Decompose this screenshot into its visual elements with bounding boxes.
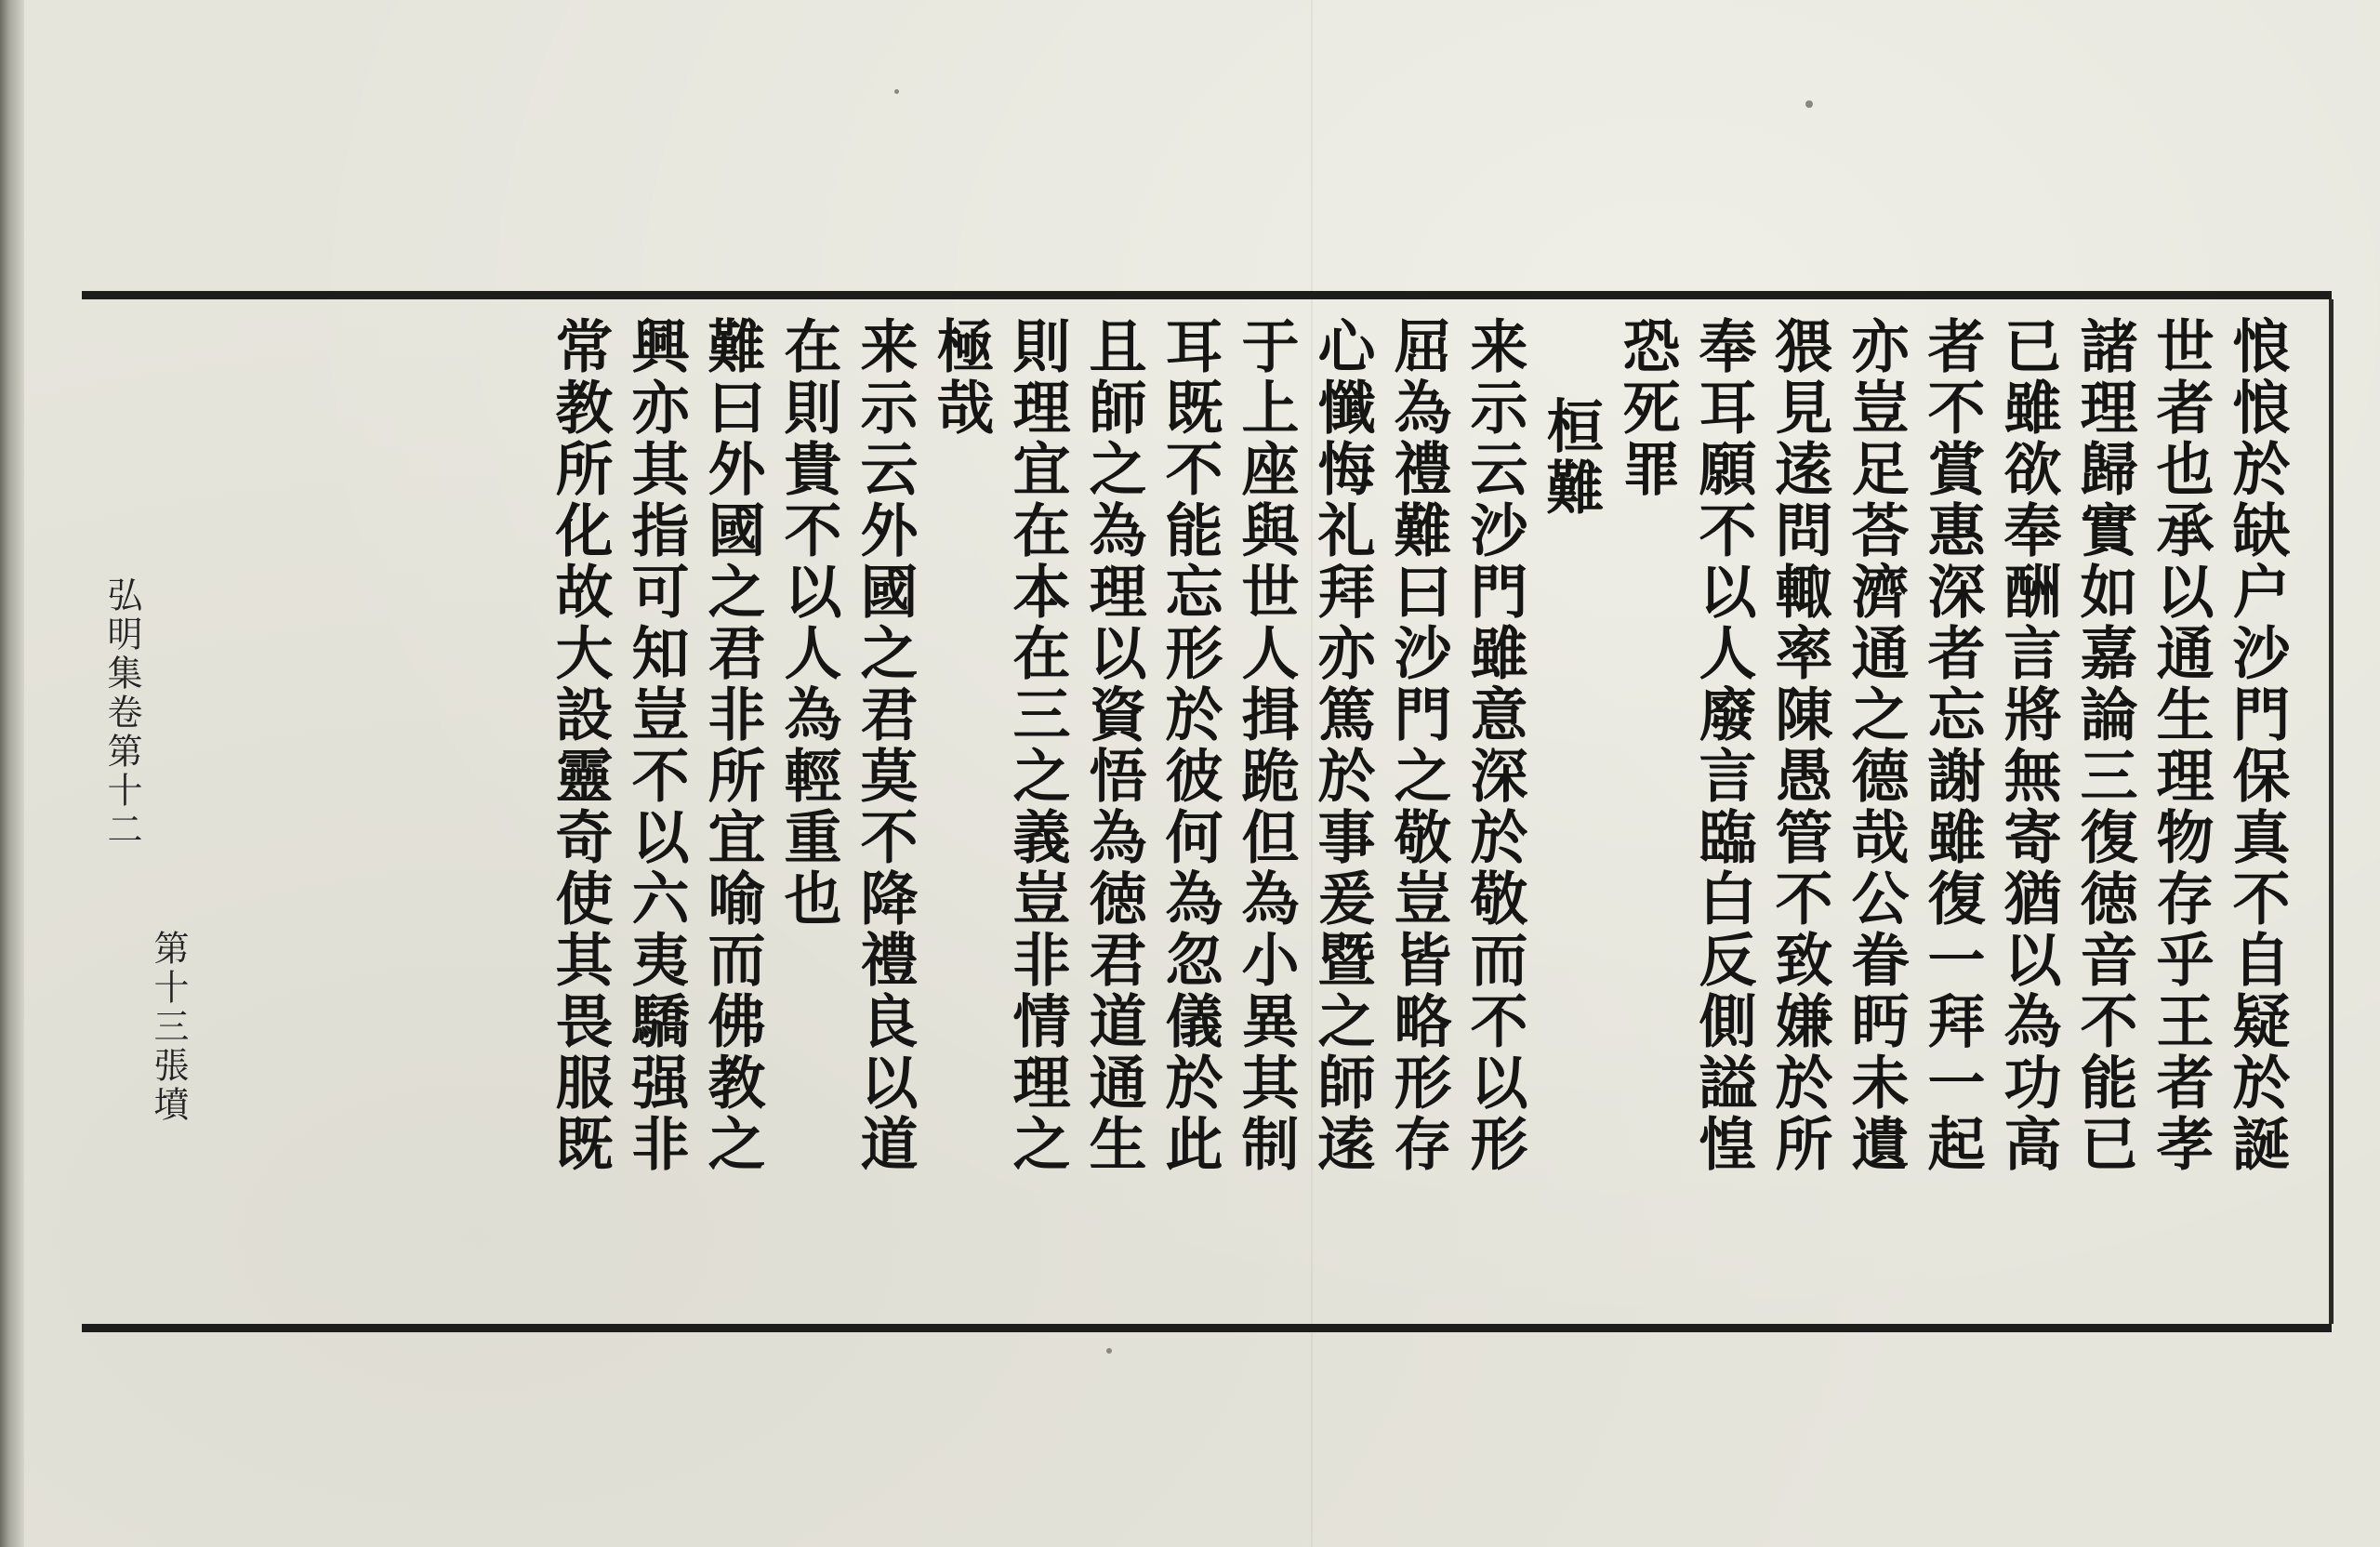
text-column: 極哉 [927,316,995,439]
text-column: 奉耳願不以人廢言臨白反側謚惶 [1689,316,1757,1175]
printed-text-frame [82,291,2332,1332]
section-heading-column: 桓難 [1537,396,1605,519]
text-column: 興亦其指可知豈不以六夷驕强非 [622,316,690,1175]
page-number-text: 第十三張 [148,930,189,1086]
paper-speck [1805,100,1813,108]
text-column: 耳既不能忘形於彼何為忽儀於此 [1156,316,1223,1175]
book-binding-edge [0,0,24,1547]
text-column: 屈為禮難曰沙門之敬豈皆略形存 [1384,316,1452,1175]
text-column: 者不賞惠深者忘謝雖復一拜一起 [1918,316,1986,1175]
text-column: 世者也承以通生理物存乎王者孝 [2147,316,2215,1175]
text-column: 来示云外國之君莫不降禮良以道 [851,316,919,1175]
text-column: 亦豈足荅濟通之德哉公眷眄未遺 [1842,316,1910,1175]
paper-speck [1106,1348,1112,1354]
text-column: 于上座與世人揖跪但為小異其制 [1232,316,1300,1175]
margin-volume-title: 弘明集卷第十二 [101,576,142,850]
text-column: 在則貴不以人為輕重也 [774,316,842,930]
paper-speck [894,89,899,94]
text-column: 猥見逺問輙率陳愚管不致嫌於所 [1765,316,1833,1175]
text-column: 且師之為理以資悟為徳君道通生 [1079,316,1147,1175]
carver-mark: 墳 [148,1086,189,1125]
text-column: 難曰外國之君非所宜喻而佛教之 [698,316,766,1175]
text-column: 則理宜在本在三之義豈非情理之 [1003,316,1071,1175]
main-text-block [541,316,2294,1320]
margin-page-number [147,930,190,1209]
text-column: 已雖欲奉酬言將無寄猶以為功高 [1994,316,2062,1175]
text-column: 来示云沙門雖意深於敬而不以形 [1461,316,1528,1175]
frame-right-border [2329,299,2334,1324]
text-column: 心懺悔礼拜亦篤於事爰暨之師逺 [1308,316,1376,1175]
text-column: 悢悢於缺户沙門保真不自疑於誕 [2223,316,2291,1175]
text-column: 恐死罪 [1613,316,1681,500]
text-column: 常教所化故大設靈奇使其畏服既 [546,316,614,1175]
text-column: 諸理歸實如嘉論三復徳音不能已 [2070,316,2138,1175]
